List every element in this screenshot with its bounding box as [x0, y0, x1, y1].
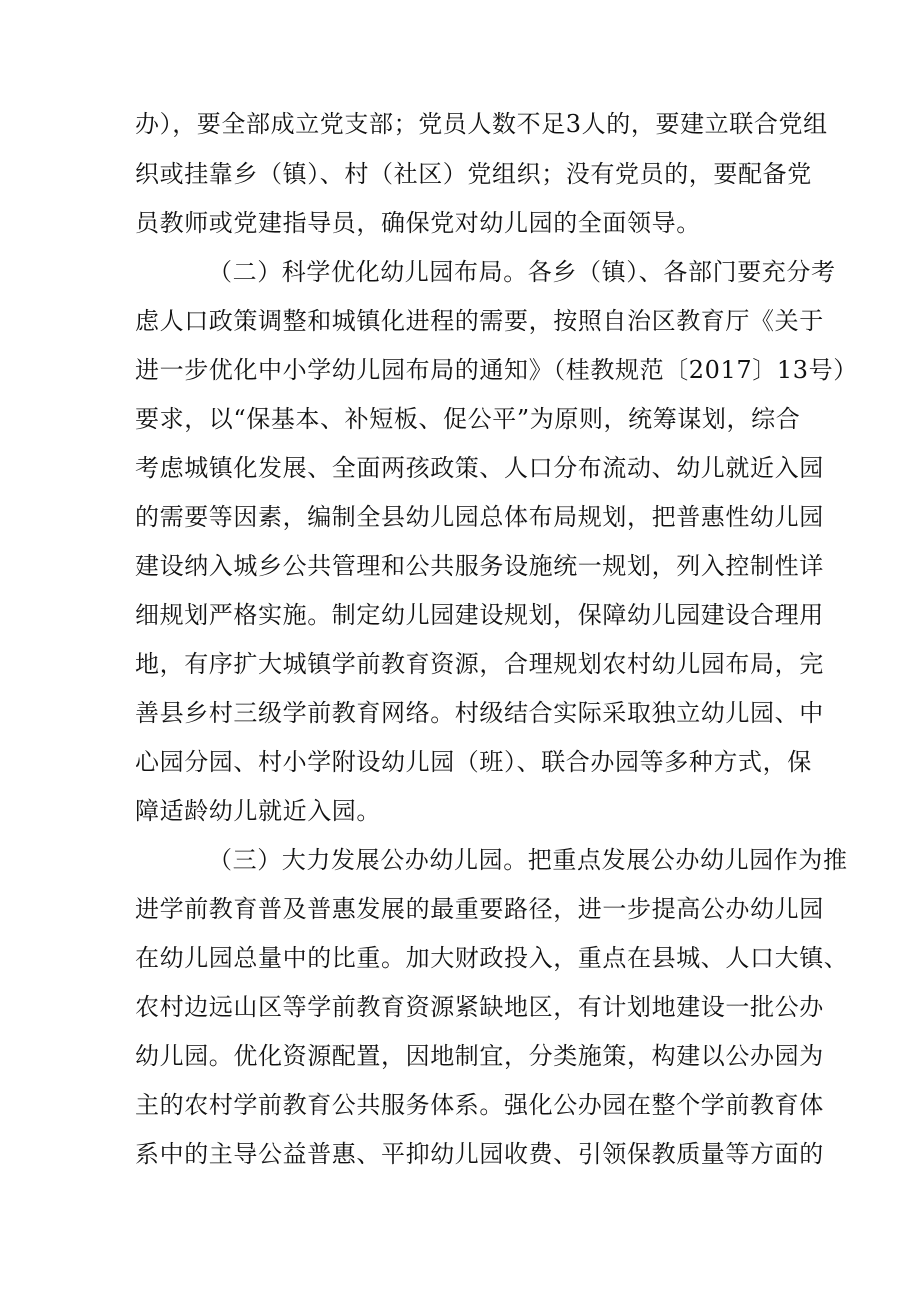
text-line: 幼儿园。优化资源配置，因地制宜，分类施策，构建以公办园为	[135, 1042, 824, 1070]
text-line: 障适龄幼儿就近入园。	[135, 797, 381, 825]
text-line: 员教师或党建指导员，确保党对幼儿园的全面领导。	[135, 209, 701, 237]
text-line: 考虑城镇化发展、全面两孩政策、人口分布流动、幼儿就近入园	[135, 454, 824, 482]
text-line: 虑人口政策调整和城镇化进程的需要，按照自治区教育厅《关于	[135, 307, 824, 335]
text-line: 细规划严格实施。制定幼儿园建设规划，保障幼儿园建设合理用	[135, 601, 824, 629]
text-line: 系中的主导公益普惠、平抑幼儿园收费、引领保教质量等方面的	[135, 1140, 824, 1168]
text-line: 建设纳入城乡公共管理和公共服务设施统一规划，列入控制性详	[135, 552, 824, 580]
text-line: 的需要等因素，编制全县幼儿园总体布局规划，把普惠性幼儿园	[135, 503, 824, 531]
text-line: 进一步优化中小学幼儿园布局的通知》（桂教规范〔2017〕13号）	[135, 356, 858, 384]
text-line: 办），要全部成立党支部；党员人数不足3人的，要建立联合党组	[135, 110, 828, 138]
text-line: 织或挂靠乡（镇）、村（社区）党组织；没有党员的，要配备党	[135, 160, 812, 188]
text-line: 主的农村学前教育公共服务体系。强化公办园在整个学前教育体	[135, 1091, 824, 1119]
text-line: 善县乡村三级学前教育网络。村级结合实际采取独立幼儿园、中	[135, 699, 824, 727]
paragraph-heading-line: （二）科学优化幼儿园布局。各乡（镇）、各部门要充分考	[208, 258, 836, 286]
text-line: 要求，以“保基本、补短板、促公平”为原则，统筹谋划，综合	[135, 405, 801, 433]
text-line: 地，有序扩大城镇学前教育资源，合理规划农村幼儿园布局，完	[135, 650, 824, 678]
text-line: 农村边远山区等学前教育资源紧缺地区，有计划地建设一批公办	[135, 993, 824, 1021]
text-line: 进学前教育普及普惠发展的最重要路径，进一步提高公办幼儿园	[135, 895, 824, 923]
paragraph-heading-line: （三）大力发展公办幼儿园。把重点发展公办幼儿园作为推	[208, 846, 848, 874]
text-line: 在幼儿园总量中的比重。加大财政投入，重点在县城、人口大镇、	[135, 944, 849, 972]
text-line: 心园分园、村小学附设幼儿园（班）、联合办园等多种方式，保	[135, 748, 812, 776]
